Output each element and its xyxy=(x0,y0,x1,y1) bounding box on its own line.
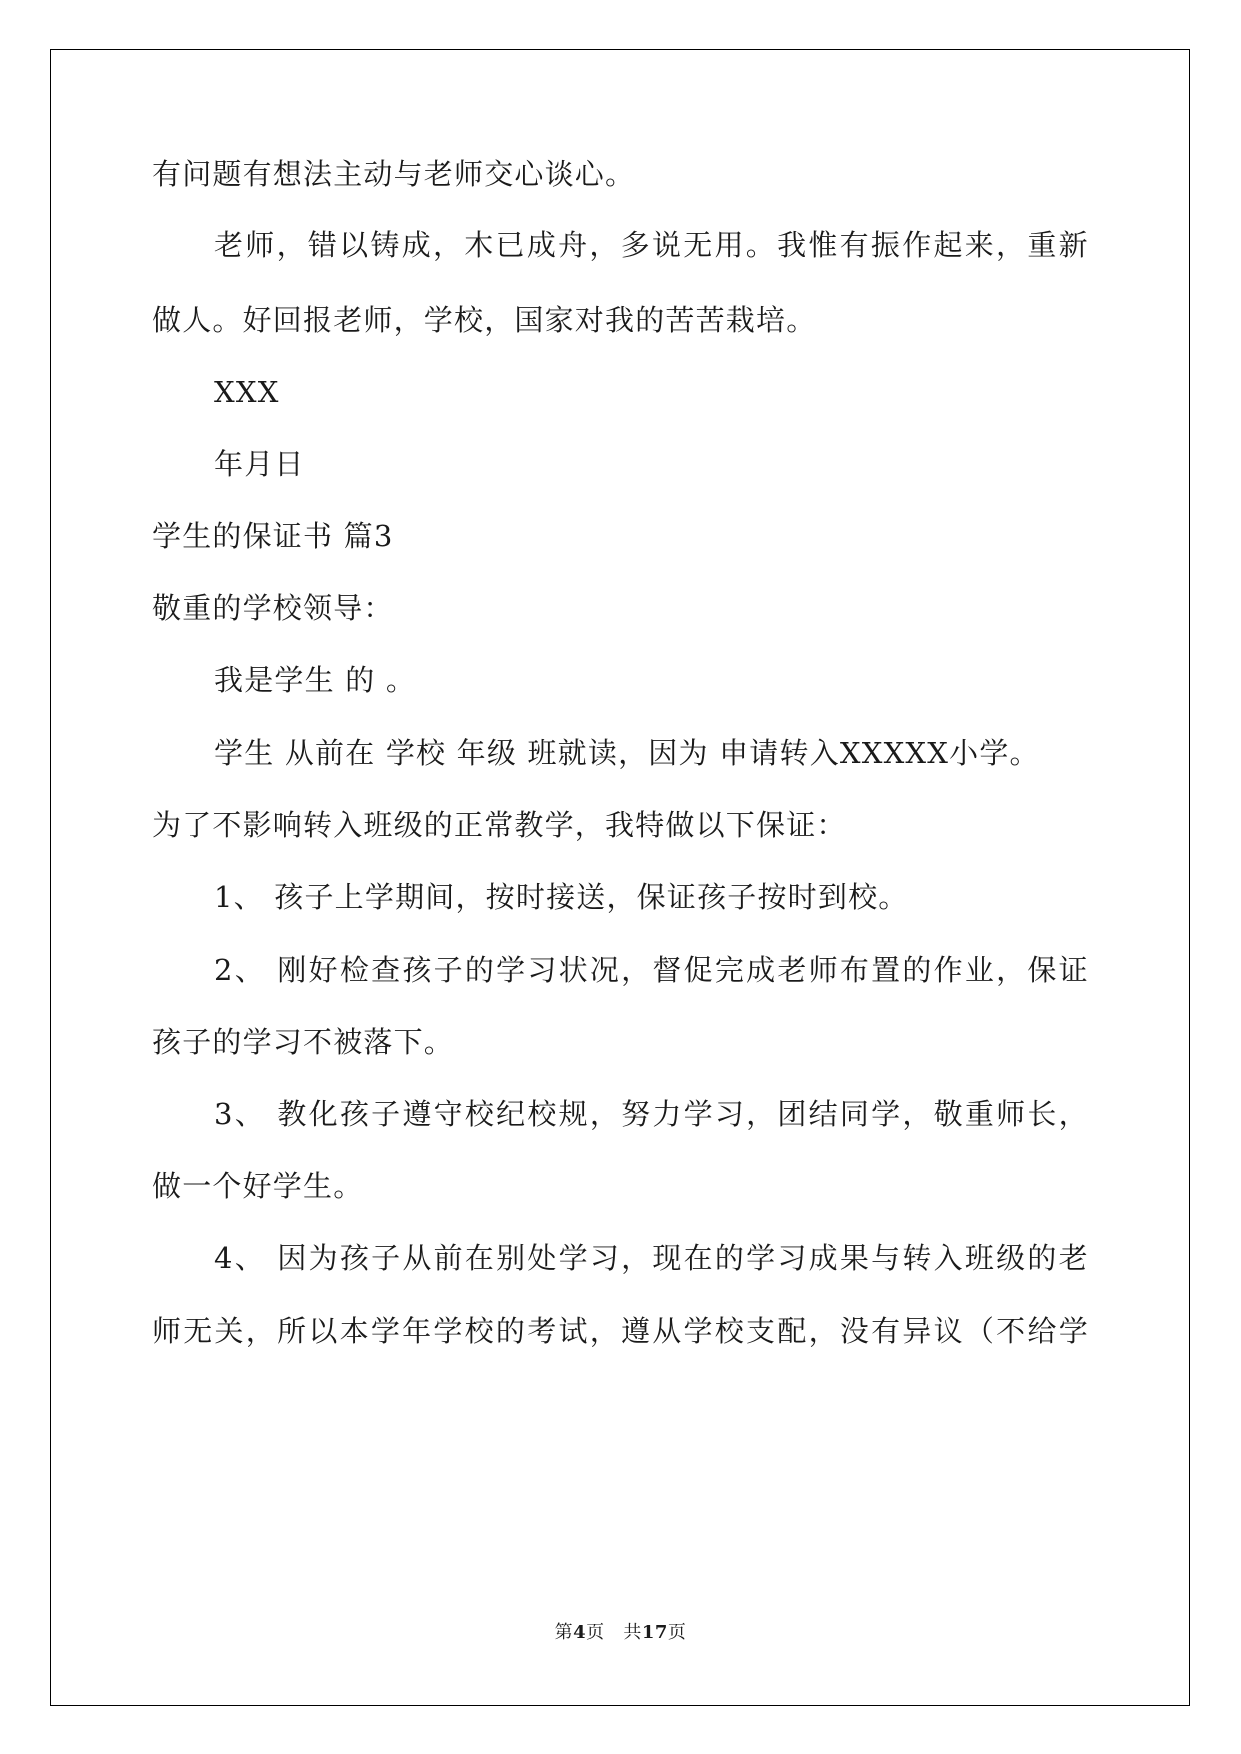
list-item-3-cont: 做一个好学生。 xyxy=(152,1169,364,1203)
section-heading: 学生的保证书 篇3 xyxy=(152,519,394,553)
list-item-1: 1、 孩子上学期间，按时接送，保证孩子按时到校。 xyxy=(214,880,909,914)
list-item-4: 4 、 因 为 孩 子 从 前 在 别 处 学 习 ， 现 在 的 学 习 成 果 与 转 入 班 级 的 老 xyxy=(214,1241,1088,1275)
footer-page-number: 4 xyxy=(573,1622,587,1643)
body-line-intro: 我是学生 的 。 xyxy=(214,663,417,697)
body-line-1: 有问题有想法主动与老师交心谈心。 xyxy=(152,157,636,191)
body-line-transfer: 学生 从前在 学校 年级 班就读，因为 申请转入XXXXX小学。 xyxy=(214,736,1040,770)
list-item-3: 3 、 教 化 孩 子 遵 守 校 纪 校 规 ， 努 力 学 习 ， 团 结 同 学 ， 敬 重 师 长 ， xyxy=(214,1097,1088,1131)
signature-date: 年月日 xyxy=(214,447,305,481)
page-footer xyxy=(0,1622,1241,1644)
footer-prefix: 第 xyxy=(554,1622,574,1643)
list-item-2: 2 、 刚 好 检 查 孩 子 的 学 习 状 况 ， 督 促 完 成 老 师 布 置 的 作 业 ， 保 证 xyxy=(214,953,1088,987)
footer-page-suffix: 页 xyxy=(586,1622,605,1643)
list-item-2-cont: 孩子的学习不被落下。 xyxy=(152,1025,455,1059)
salutation: 敬重的学校领导： xyxy=(152,591,394,625)
list-item-4-cont: 师 无 关 ， 所 以 本 学 年 学 校 的 考 试 ， 遵 从 学 校 支 配 ， 没 有 异 议 （ 不 给 学 xyxy=(152,1314,1088,1348)
body-line-3: 做人。好回报老师，学校，国家对我的苦苦栽培。 xyxy=(152,303,817,337)
footer-total-prefix: 共 xyxy=(623,1622,642,1643)
page-border xyxy=(50,49,1190,1706)
signature-name: XXX xyxy=(214,375,280,409)
footer-total-pages: 17 xyxy=(641,1622,668,1643)
body-line-purpose: 为了不影响转入班级的正常教学，我特做以下保证： xyxy=(152,808,847,842)
footer-total-suffix: 页 xyxy=(667,1622,687,1643)
body-line-2: 老 师 ， 错 以 铸 成 ， 木 已 成 舟 ， 多 说 无 用 。 我 惟 有 振 作 起 来 ， 重 新 xyxy=(214,228,1088,262)
